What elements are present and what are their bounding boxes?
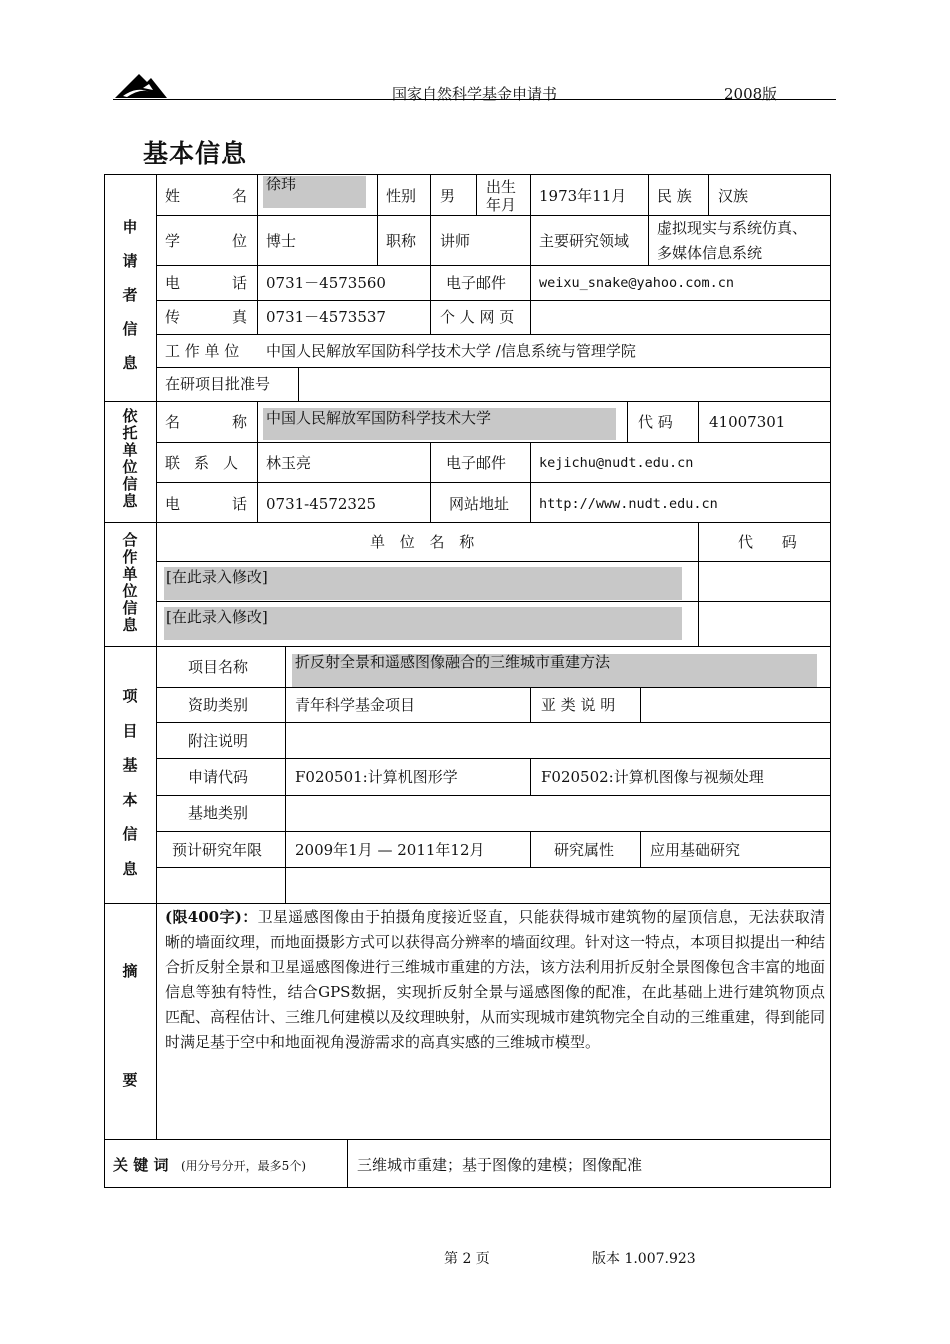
host-contact-value: 林玉亮 — [266, 454, 312, 472]
degree-label: 学 位 — [165, 232, 248, 250]
field-label: 主要研究领域 — [539, 232, 630, 250]
note-label: 附注说明 — [188, 732, 249, 750]
gender-value: 男 — [440, 187, 456, 205]
attr-label: 研究属性 — [554, 841, 615, 859]
header-version: 2008版 — [724, 85, 778, 103]
phone-label: 电 话 — [165, 274, 248, 292]
page-title: 基本信息 — [143, 139, 248, 168]
host-email-value: kejichu@nudt.edu.cn — [539, 455, 694, 471]
applicant-section-label: 申 请 者 信 息 — [122, 218, 138, 372]
funding-label: 资助类别 — [188, 696, 249, 714]
apply-code-2: F020502:计算机图像与视频处理 — [541, 768, 764, 786]
host-name-value: 中国人民解放军国防科学技术大学 — [266, 409, 492, 427]
birth-value: 1973年11月 — [539, 187, 627, 205]
period-label: 预计研究年限 — [172, 841, 263, 859]
host-phone-value: 0731-4572325 — [266, 495, 377, 513]
abstract-limit: (限400字)： — [165, 908, 258, 926]
work-value: 中国人民解放军国防科学技术大学 /信息系统与管理学院 — [266, 342, 636, 360]
name-label: 姓 名 — [165, 187, 248, 205]
keywords-value: 三维城市重建；基于图像的建模；图像配准 — [357, 1156, 643, 1174]
header-divider — [113, 99, 836, 100]
degree-value: 博士 — [266, 232, 297, 250]
footer-version: 版本 1.007.923 — [592, 1251, 696, 1267]
host-contact-label: 联 系 人 — [165, 454, 239, 472]
host-phone-label: 电 话 — [165, 495, 248, 513]
email-value: weixu_snake@yahoo.com.cn — [539, 275, 735, 291]
fax-label: 传 真 — [165, 308, 248, 326]
partner-row-2: [在此录入修改] — [166, 608, 268, 626]
host-section-label: 依 托 单 位 信 息 — [122, 407, 138, 510]
project-name-label: 项目名称 — [188, 658, 249, 676]
partner-unit-header: 单 位 名 称 — [370, 533, 475, 551]
host-web-value: http://www.nudt.edu.cn — [539, 496, 718, 512]
fax-value: 0731－4573537 — [266, 308, 386, 326]
header-title: 国家自然科学基金申请书 — [392, 85, 558, 103]
project-no-label: 在研项目批准号 — [165, 375, 271, 393]
title-label: 职称 — [386, 232, 417, 250]
host-name-label: 名 称 — [165, 413, 248, 431]
field-line2: 多媒体信息系统 — [657, 244, 763, 262]
partner-row-1: [在此录入修改] — [166, 568, 268, 586]
funding-value: 青年科学基金项目 — [295, 696, 416, 714]
field-line1: 虚拟现实与系统仿真、 — [657, 219, 808, 237]
birth-label: 出生年月 — [486, 178, 517, 214]
partner-code-header: 代 码 — [738, 533, 797, 551]
subtype-label: 亚 类 说 明 — [541, 696, 616, 714]
title-value: 讲师 — [440, 232, 471, 250]
abstract-label-2: 要 — [122, 1071, 138, 1089]
host-email-label: 电子邮件 — [446, 454, 507, 472]
abstract-text — [165, 905, 825, 1055]
ethnicity-value: 汉族 — [718, 187, 749, 205]
gender-label: 性别 — [386, 187, 417, 205]
applicant-name: 徐玮 — [266, 175, 297, 193]
ethnicity-label: 民 族 — [657, 187, 692, 205]
keywords-hint: (用分号分开，最多5个) — [181, 1159, 306, 1173]
work-label: 工 作 单 位 — [165, 342, 240, 360]
abstract-body: 卫星遥感图像由于拍摄角度接近竖直，只能获得城市建筑物的屋顶信息，无法获取清晰的墙面纹理，而地面摄影方式可以获得高分辨率的墙面纹理。针对这一特点，本项目拟提出一种结合折反射全景和卫星遥感图像进行三维城市重建的方法，该方法利用折反射全景图像包含丰富的地面信息等独有特性，结合GPS数据，实现折反射全景与遥感图像的配准，在此基础上进行建筑物顶点匹配、高程估计、三维几何建模以及纹理映射，从而实现城市建筑物完全自动的三维重建，得到能同时满足基于空中和地面视角漫游需求的高真实感的三维城市模型。 — [165, 908, 826, 1051]
partner-section-label: 合 作 单 位 信 息 — [122, 531, 138, 634]
keywords-label: 关 键 词 — [113, 1156, 169, 1174]
host-web-label: 网站地址 — [449, 495, 510, 513]
abstract-label-1: 摘 — [122, 962, 138, 980]
project-name-value: 折反射全景和遥感图像融合的三维城市重建方法 — [295, 653, 611, 671]
footer-page: 第 2 页 — [444, 1251, 490, 1267]
apply-code-1: F020501:计算机图形学 — [295, 768, 458, 786]
host-code-value: 41007301 — [709, 413, 786, 431]
apply-code-label: 申请代码 — [188, 768, 249, 786]
attr-value: 应用基础研究 — [650, 841, 741, 859]
period-value: 2009年1月 — 2011年12月 — [295, 841, 485, 859]
email-label: 电子邮件 — [446, 274, 507, 292]
homepage-label: 个 人 网 页 — [440, 308, 515, 326]
phone-value: 0731－4573560 — [266, 274, 386, 292]
project-section-label: 项 目 基 本 信 息 — [122, 687, 138, 878]
nsfc-logo-icon — [113, 68, 169, 100]
base-label: 基地类别 — [188, 804, 249, 822]
host-code-label: 代 码 — [638, 413, 673, 431]
